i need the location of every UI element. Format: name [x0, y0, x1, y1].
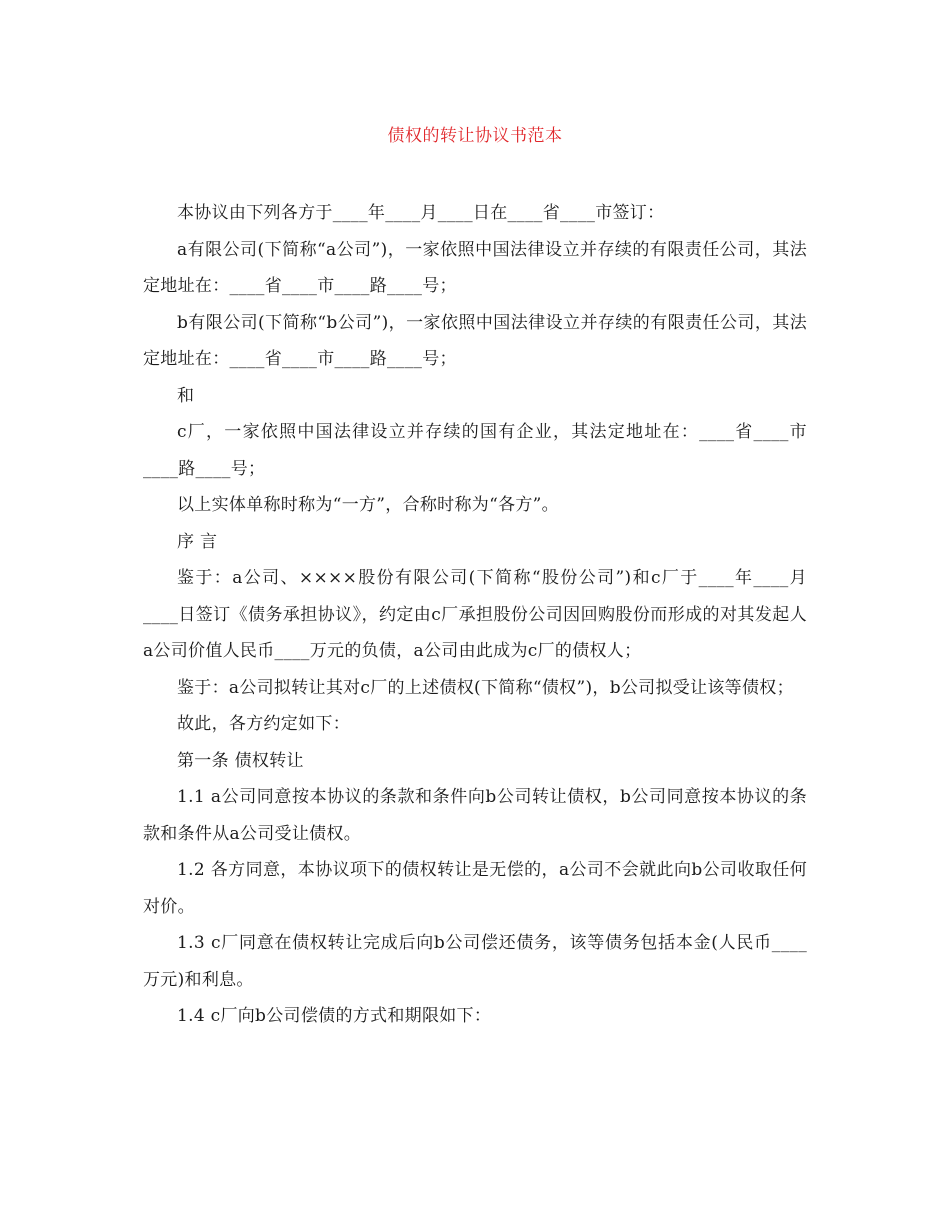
clause-1-3: 1.3 c厂同意在债权转让完成后向b公司偿还债务，该等债务包括本金(人民币____万元)和利息。 — [143, 933, 807, 990]
clause-1-2: 1.2 各方同意，本协议项下的债权转让是无偿的，a公司不会就此向b公司收取任何对价。 — [143, 860, 807, 917]
paragraph-party-a: a有限公司(下简称“a公司”)，一家依照中国法律设立并存续的有限责任公司，其法定地址在：____省____市____路____号； — [143, 239, 807, 296]
paragraph-signing-intro: 本协议由下列各方于____年____月____日在____省____市签订： — [177, 203, 665, 223]
document-body — [143, 195, 807, 1035]
paragraph-and: 和 — [177, 385, 195, 406]
clause-1-1: 1.1 a公司同意按本协议的条款和条件向b公司转让债权，b公司同意按本协议的条款和条件从a公司受让债权。 — [143, 787, 807, 844]
document-title: 债权的转让协议书范本 — [387, 126, 563, 146]
paragraph-whereas-1: 鉴于：a公司、××××股份有限公司(下简称“股份公司”)和c厂于____年____月____日签订《债务承担协议》，约定由c厂承担股份公司因回购股份而形成的对其发起人a公司价值人民币____万元的负债，a公司由此成为c厂的债权人； — [143, 568, 807, 661]
section-heading-preamble: 序 言 — [177, 531, 218, 552]
paragraph-definitions: 以上实体单称时称为“一方”，合称时称为“各方”。 — [177, 495, 559, 515]
paragraph-agreement: 故此，各方约定如下： — [177, 714, 350, 734]
paragraph-party-c: c厂，一家依照中国法律设立并存续的国有企业，其法定地址在：____省____市____路____号； — [143, 422, 807, 479]
paragraph-whereas-2: 鉴于：a公司拟转让其对c厂的上述债权(下简称“债权”)，b公司拟受让该等债权； — [177, 677, 794, 698]
section-heading-article-1: 第一条 债权转让 — [177, 750, 304, 771]
paragraph-party-b: b有限公司(下简称“b公司”)，一家依照中国法律设立并存续的有限责任公司，其法定地址在：____省____市____路____号； — [143, 312, 807, 369]
clause-1-4: 1.4 c厂向b公司偿债的方式和期限如下： — [177, 1006, 492, 1026]
